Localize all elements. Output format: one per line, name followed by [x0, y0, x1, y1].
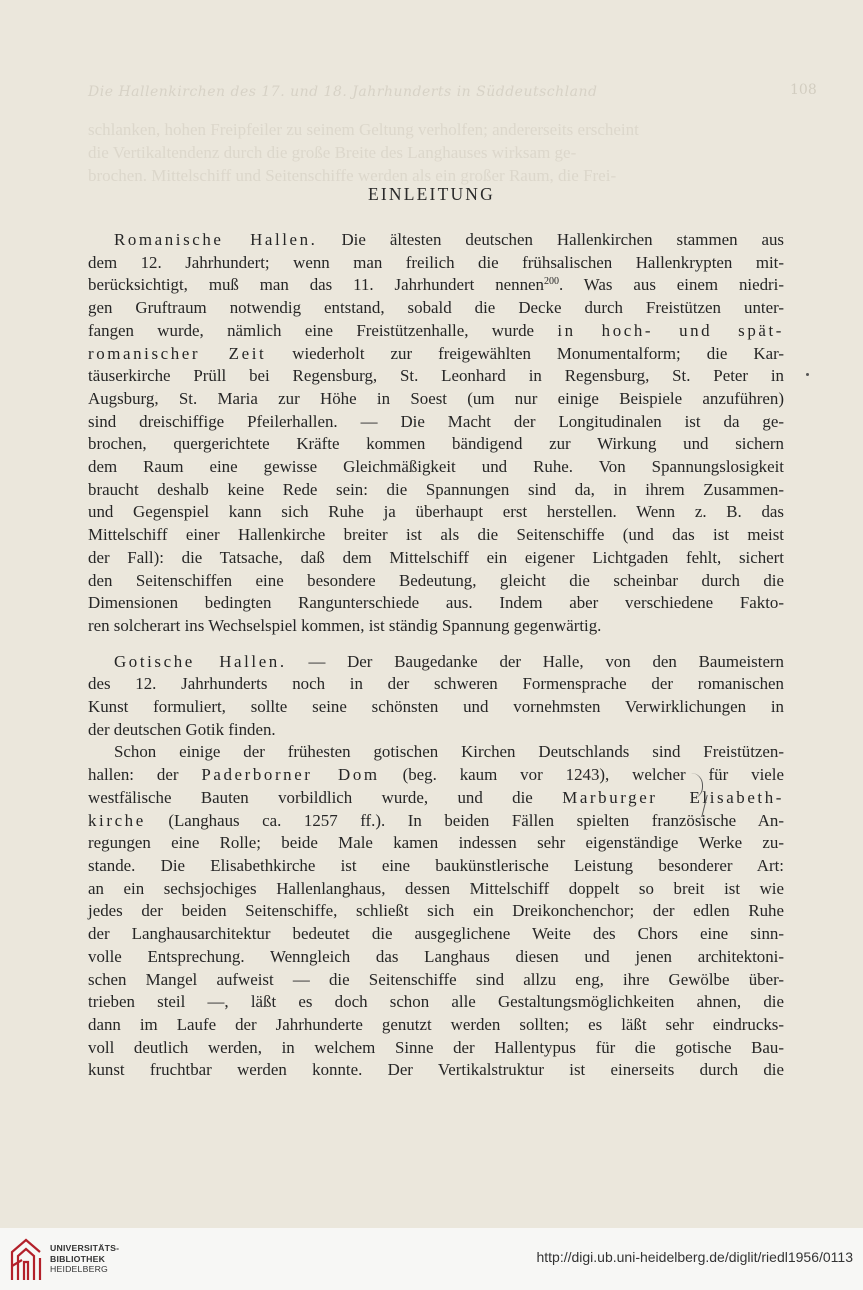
show-through-line: schlanken, hohen Freipfeiler zu seinem Geltung verholfen; andererseits erscheint	[88, 120, 639, 139]
text-run: des 12. Jahrhunderts noch in der schweren Formensprache der romanischen	[88, 674, 784, 694]
text-run: und Gegenspiel kann sich Ruhe ja überhaupt erst herstellen. Wenn z. B. das	[88, 502, 784, 522]
text-line	[88, 456, 784, 479]
text-run: sind dreischiffige Pfeilerhallen. — Die Macht der Longitudinalen ist da ge-	[88, 411, 784, 431]
show-through-page-number: 108	[790, 82, 817, 98]
spaced-emphasis: Gotische Hallen.	[114, 651, 287, 671]
footnote-ref[interactable]: 200	[543, 276, 559, 288]
text-run: der Langhausarchitektur bedeutet die ausgeglichene Weite des Chors eine sinn-	[88, 924, 784, 944]
text-line	[88, 1014, 784, 1037]
text-line	[88, 810, 784, 833]
text-line	[88, 1059, 784, 1082]
text-run: — Der Baugedanke der Halle, von den Baumeistern	[286, 651, 785, 671]
text-run: stande. Die Elisabethkirche ist eine baukünstlerische Leistung besonderer Art:	[88, 855, 784, 875]
text-run: kunst fruchtbar werden konnte. Der Vertikalstruktur ist einerseits durch die	[88, 1060, 784, 1080]
text-run: der deutschen Gotik finden.	[88, 719, 276, 739]
text-run: täuserkirche Prüll bei Regensburg, St. Leonhard in Regensburg, St. Peter in	[88, 366, 784, 386]
spaced-emphasis: Romanische Hallen.	[114, 230, 318, 249]
spaced-emphasis: kirche	[88, 810, 146, 830]
text-run: braucht deshalb keine Rede sein: die Spannungen sind da, in ihrem Zusammen-	[88, 479, 784, 499]
text-line	[88, 1037, 784, 1060]
text-run: regungen eine Rolle; beide Male kamen indessen sehr eigenständige Werke zu-	[88, 833, 784, 853]
text-line	[88, 592, 784, 615]
text-run: volle Entsprechung. Wenngleich das Langhaus diesen und jenen architektoni-	[88, 946, 784, 966]
text-run: schen Mangel aufweist — die Seitenschiffe sind allzu eng, ihre Gewölbe über-	[88, 969, 784, 989]
text-line	[88, 365, 784, 388]
text-run: den Seitenschiffen eine besondere Bedeutung, gleicht die scheinbar durch die	[88, 570, 784, 590]
spaced-emphasis: Marburger Elisabeth-	[562, 787, 784, 807]
text-run: Kunst formuliert, sollte seine schönsten und vornehmsten Verwirklichungen in	[88, 697, 784, 717]
text-line	[88, 615, 784, 638]
text-line	[88, 673, 784, 696]
show-through-header: Die Hallenkirchen des 17. und 18. Jahrhunderts in Süddeutschland	[88, 84, 598, 100]
margin-mark	[806, 373, 809, 376]
text-run: berücksichtigt, muß man das 11. Jahrhundert nennen	[88, 275, 544, 295]
show-through-line: brochen. Mittelschiff und Seitenschiffe werden als ein großer Raum, die Frei-	[88, 166, 617, 185]
permalink-url[interactable]: http://digi.ub.uni-heidelberg.de/diglit/riedl1956/0113	[536, 1249, 853, 1265]
text-run: dem 12. Jahrhundert; wenn man freilich die frühsalischen Hallenkrypten mit-	[88, 252, 784, 272]
text-line	[88, 696, 784, 719]
text-line	[88, 923, 784, 946]
text-line	[88, 297, 784, 320]
text-line	[88, 320, 784, 343]
text-line	[88, 651, 784, 674]
text-run: ren solcherart ins Wechselspiel kommen, ist ständig Spannung gegenwärtig.	[88, 615, 602, 635]
text-run: an ein sechsjochiges Hallenlanghaus, dessen Mittelschiff doppelt so breit ist wie	[88, 878, 784, 898]
spaced-emphasis: Paderborner Dom	[201, 765, 380, 785]
text-line	[88, 252, 784, 275]
text-run: Dimensionen bedingten Rangunterschiede aus. Indem aber verschiedene Fakto-	[88, 593, 784, 613]
text-line	[88, 411, 784, 434]
text-run: hallen: der	[88, 765, 202, 785]
text-line	[88, 274, 784, 297]
text-run: fangen wurde, nämlich eine Freistützenhalle, wurde	[88, 320, 558, 340]
text-line	[88, 570, 784, 593]
paragraph-gap	[88, 638, 784, 651]
body-text	[88, 229, 784, 1082]
text-line	[88, 900, 784, 923]
text-run: (beg. kaum vor 1243), welcher für viele	[379, 765, 784, 785]
library-name: UNIVERSITÄTS- BIBLIOTHEK HEIDELBERG	[50, 1243, 120, 1274]
text-run: Schon einige der frühesten gotischen Kirchen Deutschlands sind Freistützen-	[114, 742, 784, 762]
text-run: dem Raum eine gewisse Gleichmäßigkeit und Ruhe. Von Spannungslosigkeit	[88, 457, 784, 477]
text-line	[88, 388, 784, 411]
text-run: . Was aus einem niedri-	[558, 275, 784, 295]
text-line	[88, 433, 784, 456]
text-run: voll deutlich werden, in welchem Sinne der Hallentypus für die gotische Bau-	[88, 1037, 784, 1057]
text-line	[88, 524, 784, 547]
text-run: gen Gruftraum notwendig entstand, sobald die Decke durch Freistützen unter-	[88, 298, 784, 318]
text-run: westfälische Bauten vorbildlich wurde, und die	[88, 787, 563, 807]
text-line	[88, 547, 784, 570]
text-line	[88, 741, 784, 764]
text-run: (Langhaus ca. 1257 ff.). In beiden Fällen spielten französische An-	[145, 810, 784, 830]
spaced-emphasis: romanischer Zeit	[88, 343, 267, 363]
text-line	[88, 764, 784, 787]
text-line	[88, 501, 784, 524]
text-line	[88, 946, 784, 969]
text-line	[88, 855, 784, 878]
text-run: trieben steil —, läßt es doch schon alle Gestaltungsmöglichkeiten ahnen, die	[88, 992, 784, 1012]
text-line	[88, 719, 784, 742]
text-run: Mittelschiff einer Hallenkirche breiter ist als die Seitenschiffe (und das ist meist	[88, 525, 784, 545]
text-run: jedes der beiden Seitenschiffe, schließt sich ein Dreikonchenchor; der edlen Ruhe	[88, 901, 784, 921]
chapter-heading: EINLEITUNG	[368, 184, 495, 204]
text-run: Die ältesten deutschen Hallenkirchen stammen aus	[317, 230, 785, 249]
text-line	[88, 832, 784, 855]
text-line	[88, 787, 784, 810]
text-run: wiederholt zur freigewählten Monumentalform; die Kar-	[266, 343, 784, 363]
show-through-line: die Vertikaltendenz durch die große Breite des Langhauses wirksam ge-	[88, 143, 577, 162]
text-line	[88, 343, 784, 366]
text-run: dann im Laufe der Jahrhunderte genutzt werden sollten; es läßt sehr eindrucks-	[88, 1014, 784, 1034]
text-line	[88, 229, 784, 252]
text-run: brochen, quergerichtete Kräfte kommen bändigend zur Wirkung und sichern	[88, 434, 784, 454]
text-line	[88, 479, 784, 502]
university-library-logo-icon	[8, 1236, 44, 1282]
spaced-emphasis: in hoch- und spät-	[557, 320, 785, 340]
text-run: der Fall): die Tatsache, daß dem Mittelschiff ein eigener Lichtgaden fehlt, sichert	[88, 547, 784, 567]
text-run: Augsburg, St. Maria zur Höhe in Soest (um nur einige Beispiele anzuführen)	[88, 388, 784, 408]
text-line	[88, 991, 784, 1014]
text-line	[88, 878, 784, 901]
text-line	[88, 969, 784, 992]
